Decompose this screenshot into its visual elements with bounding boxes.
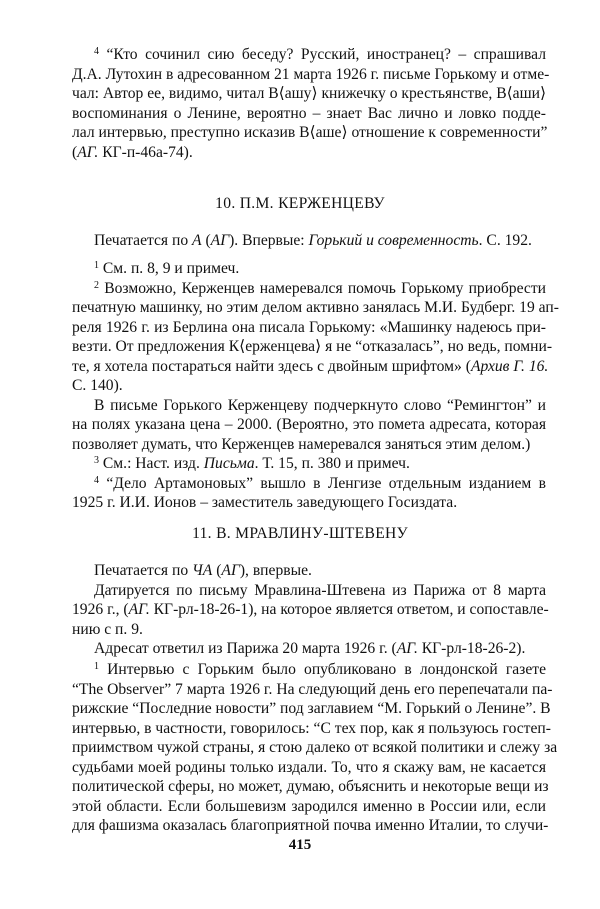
text-line: [72, 298, 559, 318]
italic-text: АГ: [210, 232, 230, 249]
text-line: [72, 600, 549, 620]
italic-text: АГ.: [128, 601, 150, 618]
text-line: [72, 797, 546, 817]
text: Печатается по: [94, 562, 193, 579]
text-line: [72, 279, 546, 299]
text: позволяет думать, что Керженцев намеревался заняться этим делом.): [72, 435, 531, 453]
text: . Т. 15, п. 380 и примеч.: [254, 455, 410, 472]
text: 1926 г., (: [72, 601, 129, 618]
text: этой области. Если большевизм зародился именно в России или, если: [72, 797, 546, 815]
text: те, я хотела постараться найти здесь с двойным шрифтом» (: [72, 357, 471, 375]
text-line: [72, 337, 553, 357]
text-line: [72, 123, 546, 143]
text: политической сферы, но может, думаю, объяснить и некоторые вещи из: [72, 778, 549, 795]
text-line: [72, 396, 546, 416]
text-line: [72, 84, 546, 104]
text-line: [72, 45, 546, 65]
italic-text: АГ: [221, 562, 240, 579]
text: С. 140).: [72, 377, 123, 394]
italic-text: АГ.: [77, 143, 99, 161]
text-line: [72, 758, 546, 778]
text: воспоминания о Ленине, вероятно – знает Вас лично и ловко подде-: [72, 104, 546, 122]
text: (: [72, 143, 78, 161]
text-line: [72, 474, 546, 494]
text: “Кто сочинил сию беседу? Русский, иностранец? – спрашивал: [99, 46, 546, 63]
text-line: [72, 259, 546, 279]
section-heading-10: 10. П.М. КЕРЖЕНЦЕВУ: [215, 195, 385, 212]
text-line: [72, 231, 546, 251]
italic-text: А: [192, 232, 202, 249]
footnote-1-observer: [72, 660, 558, 836]
text: интервью, в частности, говорилось: “С тех пор, как я пользуюсь гостеп-: [72, 719, 551, 737]
source-note-10: [72, 231, 546, 251]
text-line: [72, 104, 546, 124]
text: рижские “Последние новости” под заглавием “М. Горький о Ленине”. В: [72, 700, 551, 717]
text-line: [72, 376, 546, 396]
text: печатную машинку, но этим делом активно занялась М.И. Будберг. 19 ап-: [72, 299, 559, 316]
text: . С. 192.: [478, 232, 532, 249]
page-number: 415: [288, 837, 312, 853]
text: ). Впервые:: [229, 232, 309, 249]
text: реля 1926 г. из Берлина она писала Горькому: «Машинку надеюсь при-: [72, 318, 546, 336]
italic-text: Архив Г. 16.: [470, 357, 549, 375]
text: КГ-п-46а-74).: [98, 143, 193, 161]
text-line: [72, 581, 546, 601]
text: Печатается по: [94, 232, 193, 249]
text: нию с п. 9.: [72, 620, 143, 638]
text-line: [72, 357, 549, 377]
footnotes-10: [72, 259, 559, 513]
text: КГ-рл-18-26-2).: [417, 640, 526, 657]
text: судьбами моей родины только издали. То, что я скажу вам, не касается: [72, 758, 546, 776]
text: Адресат ответил из Парижа 20 марта 1926 г. (: [94, 640, 397, 657]
text: чал: Автор ее, видимо, читал В⟨ашу⟩ книжечку о крестьянстве, В⟨аши⟩: [72, 85, 547, 102]
text-line: [72, 561, 546, 581]
text: на полях указана цена – 2000. (Вероятно, это помета адресата, которая: [72, 416, 546, 433]
text-line: [72, 639, 546, 659]
text: В письме Горького Керженцеву подчеркнуто слово “Ремингтон” и: [94, 396, 546, 414]
text: Датируется по письму Мравлина-Штевена из Парижа от 8 марта: [94, 581, 546, 599]
text: Интервью с Горьким было опубликовано в лондонской газете: [99, 661, 546, 678]
text-line: [72, 816, 549, 836]
text: (: [201, 232, 211, 249]
text: См. п. 8, 9 и примеч.: [99, 260, 240, 277]
text: лал интервью, преступно исказив В⟨аше⟩ отношение к современности”: [72, 124, 548, 141]
text-line: [72, 454, 546, 474]
text-line: [72, 415, 546, 435]
text: См.: Наст. изд.: [99, 455, 204, 472]
text-line: [72, 660, 546, 680]
italic-text: АГ.: [396, 640, 418, 657]
text-line: [72, 719, 551, 739]
text-line: [72, 318, 546, 338]
text-line: [72, 143, 546, 163]
text-line: [72, 620, 546, 640]
section-heading-11: 11. В. МРАВЛИНУ-ШТЕВЕНУ: [192, 525, 408, 542]
text: приимством чужой страны, я стою далеко от всякой политики и слежу за: [72, 739, 558, 756]
footnote-number: 4: [94, 46, 99, 57]
text-line: [72, 680, 553, 700]
text-line: [72, 493, 546, 513]
footnote-number: 4: [94, 474, 99, 486]
footnote-4-lutokhin: [72, 45, 550, 162]
text: Возможно, Керженцев намеревался помочь Горькому приобрести: [99, 279, 546, 297]
italic-text: ЧА: [192, 562, 213, 579]
footnote-number: 3: [94, 455, 99, 466]
text: “The Observer” 7 марта 1926 г. На следующий день его перепечатали па-: [72, 680, 553, 698]
text: КГ-рл-18-26-1), на которое является ответом, и сопоставле-: [149, 601, 549, 618]
text: (: [212, 562, 222, 579]
italic-text: Письма: [203, 455, 255, 472]
footnote-number: 1: [94, 661, 99, 672]
text: для фашизма оказалась благоприятной почва именно Италии, то случи-: [72, 817, 549, 834]
text: Д.А. Лутохин в адресованном 21 марта 1926 г. письме Горькому и отме-: [72, 65, 550, 83]
text-line: [72, 738, 558, 758]
footnote-number: 2: [94, 279, 99, 291]
text-line: [72, 699, 551, 719]
text-line: [72, 435, 546, 455]
footnote-number: 1: [94, 260, 99, 271]
text: 1925 г. И.И. Ионов – заместитель заведующего Госиздата.: [72, 494, 458, 511]
text-line: [72, 65, 550, 85]
text: “Дело Артамоновых” вышло в Ленгизе отдельным изданием в: [99, 474, 546, 492]
italic-text: Горький и современность: [308, 232, 479, 249]
source-note-11: [72, 561, 549, 659]
text-line: [72, 777, 549, 797]
text: ), впервые.: [239, 562, 312, 579]
text: везти. От предложения К⟨ерженцева⟩ я не “отказалась”, но ведь, помни-: [72, 338, 553, 355]
